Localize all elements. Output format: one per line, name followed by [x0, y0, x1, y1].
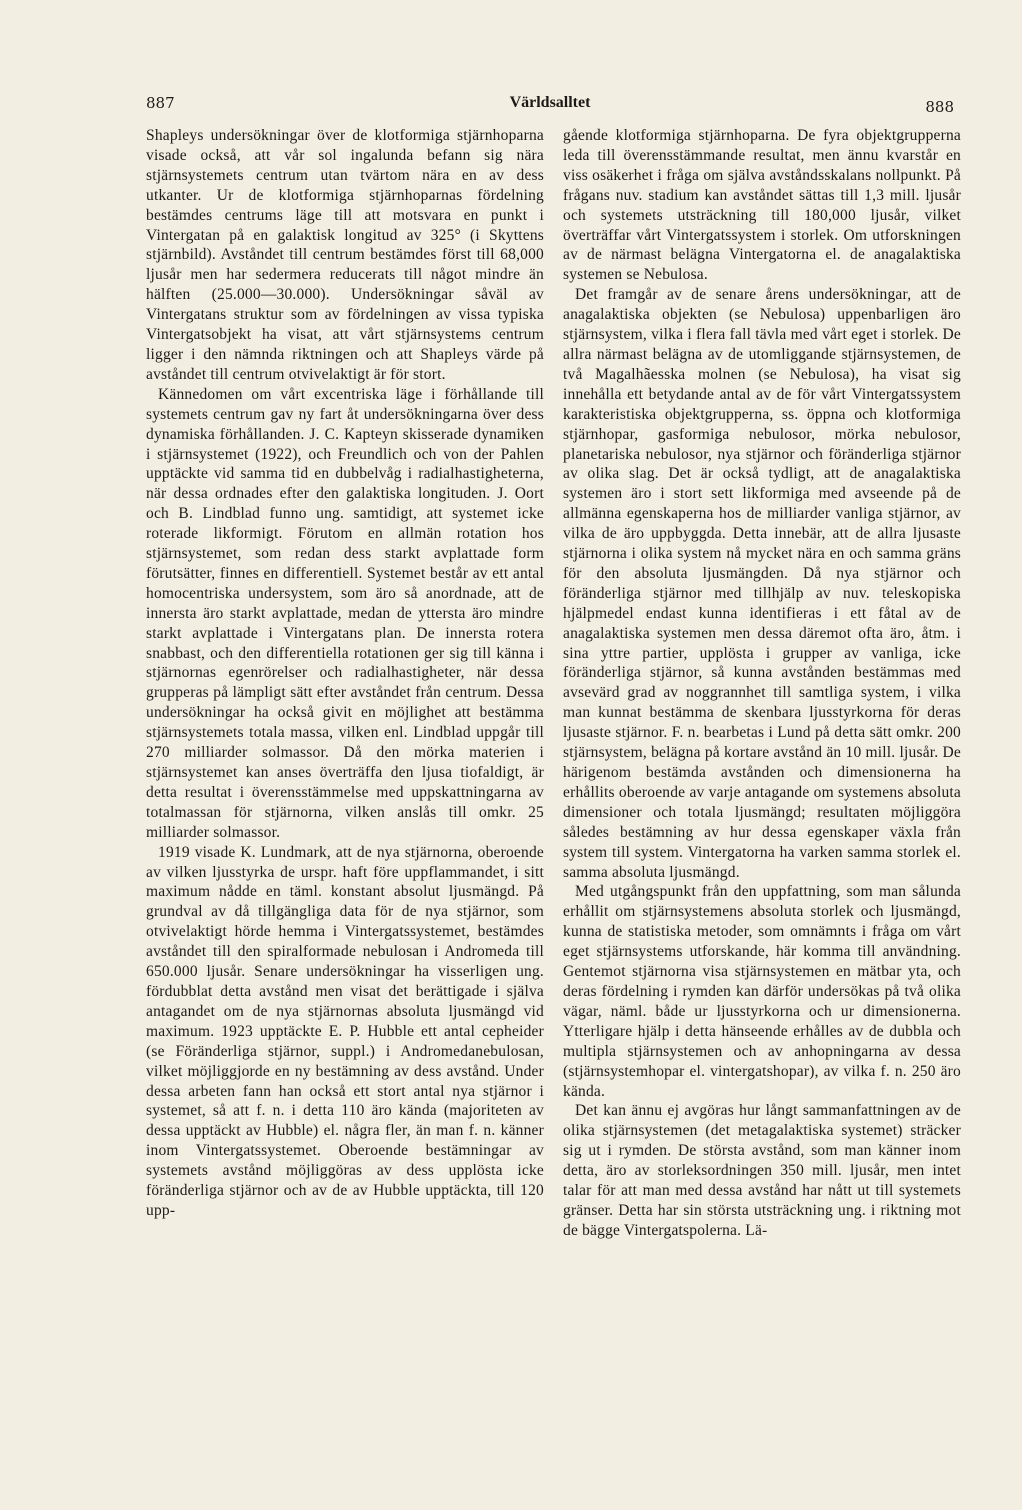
running-title: Världsalltet — [509, 94, 591, 111]
paragraph: Med utgångspunkt från den uppfattning, som man sålunda erhållit om stjärnsystemens absoluta storlek och ljusmängd, kunna de statistiska metoder, som omnämnts i fråga om vårt eget stjärnsystems utforskande, här komma till användning. Gentemot stjärnorna visa stjärnsystemen en mätbar yta, och deras fördelning i rymden kan därför undersökas på två olika vägar, näml. både ur ljusstyrkorna och ur dimensionerna. Ytterligare hjälp i detta hänseende erhålles av de dubbla och multipla stjärnsystemen och av anhopningarna av dessa (stjärnsystemhopar el. vintergatshopar), av vilka f. n. 250 äro kända. — [563, 883, 961, 1100]
page-number-left: 887 — [146, 94, 175, 112]
page-header — [146, 94, 954, 116]
paragraph: 1919 visade K. Lundmark, att de nya stjärnorna, oberoende av vilken ljusstyrka de urspr. haft före uppflammandet, i sitt maximum nådde en täml. konstant absolut ljusmängd. På grundval av då tillgängliga data för de nya stjärnor, som otvivelaktigt hörde hemma i Vintergatssystemet, bestämdes avståndet till den spiralformade nebulosan i Andromeda till 650.000 ljusår. Senare undersökningar ha visserligen ung. fördubblat detta avstånd men visat det berättigade i själva antagandet om de nya stjärnornas absoluta ljusmängd vid maximum. 1923 upptäckte E. P. Hubble ett antal cepheider (se Föränderliga stjärnor, suppl.) i Andromedanebulosan, vilket möjliggjorde en ny bestämning av dess avstånd. Under dessa arbeten fann han också ett stort antal nya stjärnor i systemet, så att f. n. i detta 110 äro kända (majoriteten av dessa upptäckt av Hubble) el. några fler, än man f. n. känner inom Vintergatssystemet. Oberoende bestämningar av systemets avstånd möjliggöras av dess upplösta icke föränderliga stjärnor och av de av Hubble upptäckta, till 120 upp- — [146, 843, 544, 1219]
paragraph: gående klotformiga stjärnhoparna. De fyra objektgrupperna leda till överensstämmande resultat, men ännu kvarstår en viss osäkerhet i fråga om själva avståndsskalans nollpunkt. På frågans nuv. stadium kan avståndet sättas till 1,3 mill. ljusår och systemets utsträckning till 180,000 ljusår, vilket överträffar vårt Vintergatssystem i storlek. Om utforskningen av de närmast belägna Vintergatorna el. de anagalaktiska systemen se Nebulosa. — [563, 127, 961, 284]
right-column — [563, 126, 961, 1241]
paragraph: Shapleys undersökningar över de klotformiga stjärnhoparna visade också, att vår sol ingalunda befann sig nära stjärnsystemets centrum utan tvärtom nära en av dess utkanter. Ur de klotformiga stjärnhoparnas fördelning bestämdes centrums läge till att motsvara en punkt i Vintergatan på en galaktisk longitud av 325° (i Skyttens stjärnbild). Avståndet till centrum bestämdes först till 68,000 ljusår men har sedermera reducerats till något mindre än hälften (25.000—30.000). Undersökningar såväl av Vintergatans struktur som av fördelningen av vissa typiska Vintergatsobjekt ha visat, att vårt stjärnsystems centrum ligger i den nämnda riktningen och att Shapleys värde på avståndet till centrum otvivelaktigt är för stort. — [146, 127, 544, 383]
paragraph: Det kan ännu ej avgöras hur långt sammanfattningen av de olika stjärnsystemen (det metagalaktiska systemet) sträcker sig ut i rymden. De största avstånd, som man känner inom detta, äro av storleksordningen 350 mill. ljusår, men intet talar för att man med dessa avstånd har nått ut till systemets gränser. Detta har sin största utsträckning ung. i riktning mot de bägge Vintergatspolerna. Lä- — [563, 1102, 961, 1239]
page-number-right: 888 — [925, 98, 954, 116]
paragraph: Det framgår av de senare årens undersökningar, att de anagalaktiska objekten (se Nebulosa) uppenbarligen äro stjärnsystem, vilka i flera fall tävla med vårt eget i storlek. De allra närmast belägna av de utomliggande stjärnsystemen, de två Magalhãesska molnen (se Nebulosa), ha visat sig innehålla ett betydande antal av de för vårt Vintergatssystem karakteristiska objektgrupperna, ss. öppna och klotformiga stjärnhopar, gasformiga nebulosor, mörka nebulosor, planetariska nebulosor, nya stjärnor och föränderliga stjärnor av olika slag. Det är också tydligt, att de anagalaktiska systemen äro i stort sett likformiga med avseende på de allmänna egenskaperna hos de milliarder vanliga stjärnor, av vilka de äro uppbyggda. Detta innebär, att de allra ljusaste stjärnorna i olika system nå mycket nära en och samma gräns för den absoluta ljusmängden. Då nya stjärnor och föränderliga stjärnor med tillhjälp av nuv. teleskopiska hjälpmedel endast kunna identifieras i ett fåtal av de anagalaktiska systemen men dessa däremot ofta äro, åtm. i sina yttre partier, upplösta i grupper av vanliga, icke föränderliga stjärnor, så kunna avstånden bestämmas med avsevärd grad av noggrannhet till samtliga system, i vilka man kunnat bestämma de skenbara ljusstyrkorna för deras ljusaste stjärnor. F. n. bearbetas i Lund på detta sätt omkr. 200 stjärnsystem, belägna på kortare avstånd än 10 mill. ljusår. De härigenom bestämda avstånden och dimensionerna ha erhållits oberoende av varje antagande om systemens absoluta dimensioner och totala ljusmängd; resultaten möjliggöra således bestämning av hur dessa egenskaper växla från system till system. Vintergatorna ha varken samma storlek el. samma absoluta ljusmängd. — [563, 286, 961, 881]
left-column — [146, 126, 544, 1221]
paragraph: Kännedomen om vårt excentriska läge i förhållande till systemets centrum gav ny fart åt undersökningarna över dess dynamiska förhållanden. J. C. Kapteyn skisserade dynamiken i stjärnsystemet (1922), och Freundlich och von der Pahlen upptäckte vid samma tid en dubbelvåg i radialhastigheterna, när dessa ordnades efter den galaktiska longituden. J. Oort och B. Lindblad funno ung. samtidigt, att systemet icke roterade likformigt. Förutom en allmän rotation hos stjärnsystemet, som redan dess starkt avplattade form förutsätter, finnes en differentiell. Systemet består av ett antal homocentriska undersystem, som äro så anordnade, att de innersta äro starkt avplattade, medan de yttersta äro mindre starkt avplattade i Vintergatans plan. De innersta rotera snabbast, och den differentiella rotationen ger sig till känna i stjärnornas egenrörelser och radialhastigheter, när dessa grupperas på lämpligt sätt efter avståndet från centrum. Dessa undersökningar ha också givit en möjlighet att bestämma stjärnsystemets totala massa, vilken enl. Lindblad uppgår till 270 milliarder solmassor. Då den mörka materien i stjärnsystemet kan anses överträffa den ljusa tiofaldigt, är detta resultat i överensstämmelse med uppskattningarna av totalmassan för stjärnorna, vilken anslås till omkr. 25 milliarder solmassor. — [146, 385, 544, 841]
